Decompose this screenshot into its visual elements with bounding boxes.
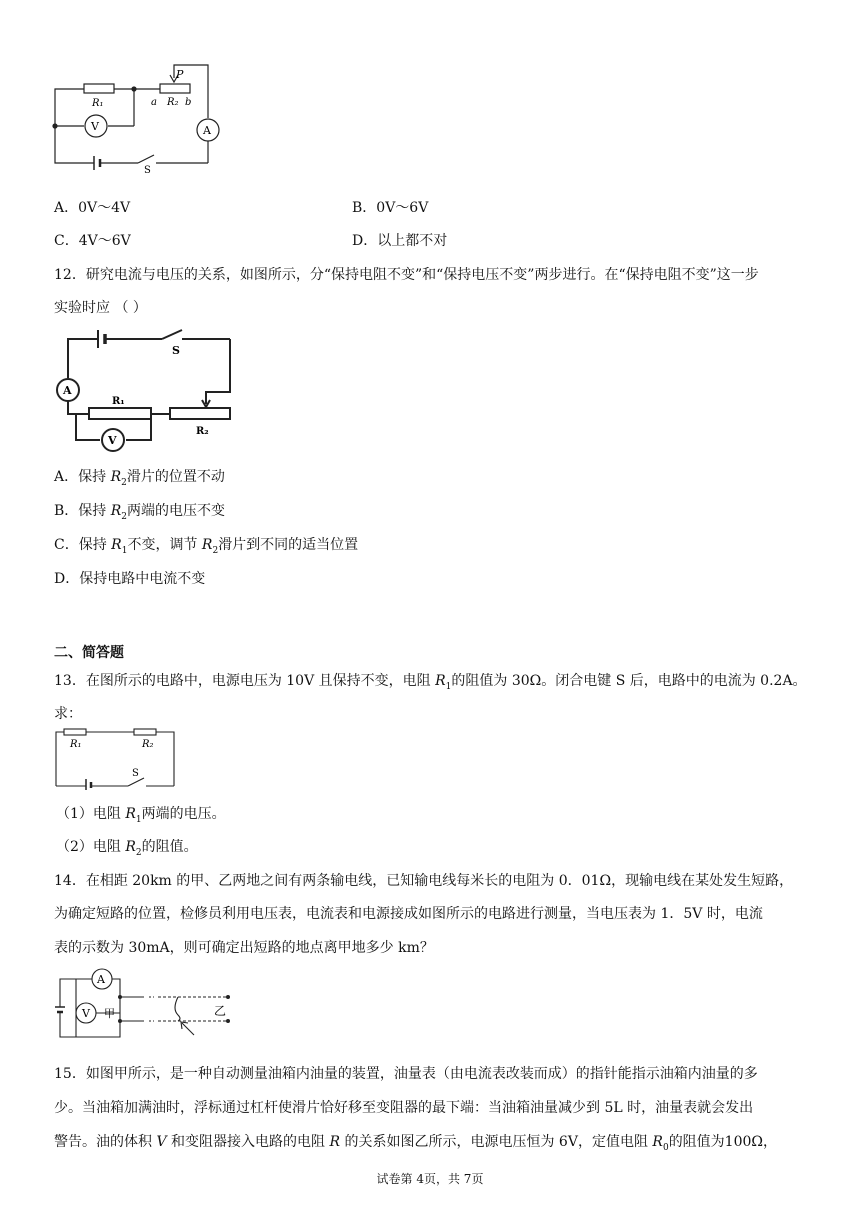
q13-stem-sub: 1 (445, 681, 452, 692)
q12-r2-rheostat (170, 408, 230, 419)
q14-label-a: A (97, 973, 105, 986)
q13-label-r1: R₁ (70, 739, 82, 750)
q15-line3 (54, 1131, 777, 1153)
q13-r2-resistor (134, 729, 156, 735)
q12-option-c-sub2: 2 (212, 545, 219, 556)
q13-subquestion-1 (56, 803, 226, 825)
q11-label-b: b (185, 97, 192, 108)
q15-var-r: R (329, 1134, 341, 1150)
q11-label-a: a (151, 97, 157, 108)
q12-label-r2: R₂ (196, 426, 209, 437)
q15-var-r0-sub: 0 (662, 1142, 669, 1153)
q12-label-s: S (172, 344, 180, 357)
q12-option-b-prefix: B．保持 (54, 503, 111, 519)
q14-label-v: V (82, 1007, 90, 1020)
q13-stem-suffix: 的阻值为 30Ω。闭合电键 S 后，电路中的电流为 0.2A。 (451, 673, 807, 689)
q11-option-c[interactable]: C．4V～6V (54, 233, 131, 249)
q12-circuit-diagram (54, 322, 244, 447)
q11-r1-resistor (84, 84, 114, 93)
q12-option-a-text: 滑片的位置不动 (126, 469, 225, 485)
q12-option-d[interactable]: D．保持电路中电流不变 (54, 571, 206, 587)
q15-line3-suffix: 的阻值为100Ω， (668, 1134, 778, 1150)
section-2-title: 二、简答题 (54, 645, 124, 661)
q12-label-v: V (108, 434, 117, 447)
q12-option-b-var: R (110, 503, 122, 519)
q11-label-r2: R₂ (167, 97, 179, 108)
q15-line3-mid1: 和变阻器接入电路的电阻 (166, 1134, 330, 1150)
q12-option-b-text: 两端的电压不变 (127, 503, 226, 519)
q11-option-a[interactable]: A．0V～4V (54, 200, 131, 216)
q13-circuit-diagram (54, 728, 179, 790)
q13-sub1-var: R (125, 806, 136, 822)
q13-stem-line1 (54, 670, 807, 692)
q11-label-p: P (176, 68, 184, 81)
q12-option-c-prefix: C．保持 (54, 537, 112, 553)
q13-sub1-sub: 1 (135, 814, 142, 825)
q12-option-b-sub: 2 (121, 511, 128, 522)
q15-line1: 15．如图甲所示，是一种自动测量油箱内油量的装置，油量表（由电流表改装而成）的指针能指示油箱内油量的多 (54, 1066, 758, 1082)
q13-stem-var: R (435, 673, 446, 689)
q14-circuit-diagram (54, 967, 244, 1047)
q13-label-s: S (132, 768, 139, 779)
q15-line3-prefix: 警告。油的体积 (54, 1134, 157, 1150)
q11-option-b[interactable]: B．0V～6V (352, 200, 429, 216)
q13-sub2-text: 的阻值。 (141, 839, 198, 855)
q14-label-yi: 乙 (214, 1004, 227, 1018)
q12-option-a-var: R (110, 469, 122, 485)
q13-label-r2: R₂ (142, 739, 154, 750)
q12-option-c-mid: 不变，调节 (127, 537, 202, 553)
q13-sub2-var: R (125, 839, 136, 855)
q12-option-c[interactable] (54, 534, 358, 556)
q11-circuit-diagram (48, 60, 238, 175)
q11-option-d[interactable]: D．以上都不对 (352, 233, 448, 249)
q12-option-c-text: 滑片到不同的适当位置 (218, 537, 359, 553)
q13-sub1-text: 两端的电压。 (141, 806, 226, 822)
q12-option-a-prefix: A．保持 (54, 469, 111, 485)
q12-option-b[interactable] (54, 500, 225, 522)
q13-subquestion-2 (56, 836, 198, 858)
q11-label-s: S (144, 165, 151, 176)
q12-option-a[interactable] (54, 466, 225, 488)
q14-line2: 为确定短路的位置，检修员利用电压表，电流表和电源接成如图所示的电路进行测量，当电压表为 1．5V 时，电流 (54, 906, 763, 922)
q13-stem-prefix: 13．在图所示的电路中，电源电压为 10V 且保持不变，电阻 (54, 673, 436, 689)
q13-sub2-prefix: （2）电阻 (56, 839, 126, 855)
q12-option-c-sub1: 1 (121, 545, 128, 556)
q12-stem-line1: 12．研究电流与电压的关系，如图所示，分“保持电阻不变”和“保持电压不变”两步进行。在“保持电阻不变”这一步 (54, 267, 759, 283)
q12-label-r1: R₁ (112, 396, 125, 407)
q12-option-c-var1: R (111, 537, 122, 553)
q13-r1-resistor (64, 729, 86, 735)
q11-label-v: V (91, 120, 99, 133)
q14-label-jia: 甲 (104, 1007, 115, 1020)
q15-line3-mid2: 的关系如图乙所示，电源电压恒为 6V，定值电阻 (340, 1134, 653, 1150)
q14-line1: 14．在相距 20km 的甲、乙两地之间有两条输电线，已知输电线每米长的电阻为 0．01Ω，现输电线在某处发生短路， (54, 873, 794, 889)
q13-sub1-prefix: （1）电阻 (56, 806, 126, 822)
q11-label-a-meter: A (203, 124, 211, 137)
q12-stem-line2: 实验时应 （ ） (54, 300, 147, 316)
q12-r1-resistor (89, 408, 151, 419)
q12-label-a: A (63, 384, 72, 397)
q12-option-c-var2: R (201, 537, 213, 553)
q15-line2: 少。当油箱加满油时，浮标通过杠杆使滑片恰好移至变阻器的最下端：当油箱油量减少到 5L 时，油量表就会发出 (54, 1100, 754, 1116)
q12-option-a-sub: 2 (121, 477, 127, 488)
q13-stem-line2: 求： (54, 706, 82, 722)
q14-line3: 表的示数为 30mA，则可确定出短路的地点离甲地多少 km？ (54, 940, 434, 956)
q13-sub2-sub: 2 (135, 847, 142, 858)
page-footer: 试卷第 4页，共 7页 (376, 1172, 484, 1186)
q15-var-v: V (156, 1134, 167, 1150)
q11-r2-rheostat (160, 84, 190, 93)
q15-var-r0: R (652, 1134, 663, 1150)
q11-label-r1: R₁ (92, 98, 104, 109)
